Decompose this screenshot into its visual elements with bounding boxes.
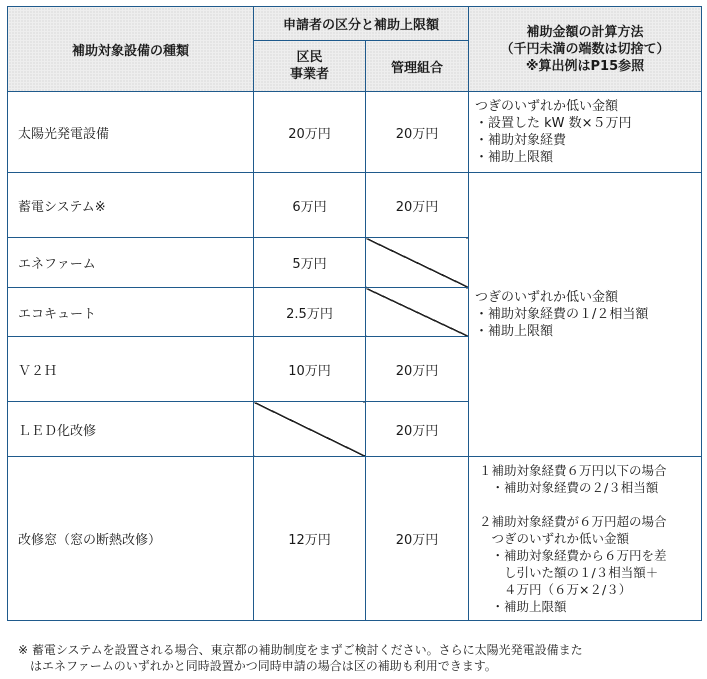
method-line: ・補助上限額 — [475, 150, 554, 165]
header-equipment-type: 補助対象設備の種類 — [8, 7, 254, 92]
method-line: ・補助対象経費の２/３相当額 — [479, 480, 659, 495]
header-calc-method-line: （千円未満の端数は切捨て） — [500, 41, 670, 57]
equipment-name: エネファーム — [8, 238, 254, 288]
table-row — [8, 92, 702, 173]
method-line: つぎのいずれか低い金額 — [475, 290, 619, 305]
header-management: 管理組合 — [366, 41, 469, 92]
method-line: ・補助対象経費の１/２相当額 — [475, 307, 649, 322]
amount-private: 2.5万円 — [254, 288, 366, 337]
equipment-name: 蓄電システム※ — [8, 173, 254, 238]
header-applicant-group: 申請者の区分と補助上限額 — [254, 7, 469, 41]
footnote-line: はエネファームのいずれかと同時設置かつ同時申請の場合は区の補助も利用できます。 — [18, 659, 497, 673]
amount-private: 5万円 — [254, 238, 366, 288]
footnote — [18, 642, 698, 674]
subsidy-table — [7, 6, 702, 621]
header-private — [254, 41, 366, 92]
method-line: ・補助上限額 — [479, 599, 567, 614]
amount-management: 20万円 — [366, 173, 469, 238]
amount-management: 20万円 — [366, 337, 469, 402]
equipment-name: Ｖ２Ｈ — [8, 337, 254, 402]
table-row — [8, 173, 702, 238]
header-private-line: 事業者 — [289, 67, 329, 82]
amount-management: 20万円 — [366, 457, 469, 621]
method-line: ４万円（６万×２/３） — [479, 582, 632, 597]
method-line: ・補助対象経費 — [475, 133, 567, 148]
method-line: つぎのいずれか低い金額 — [479, 531, 630, 546]
calc-method-solar — [469, 92, 702, 173]
amount-private: 20万円 — [254, 92, 366, 173]
header-calc-method-line: 補助金額の計算方法 — [526, 24, 644, 40]
calc-method-window — [469, 457, 702, 621]
not-applicable-cell — [366, 288, 469, 337]
equipment-name: ＬＥＤ化改修 — [8, 402, 254, 457]
amount-private: 12万円 — [254, 457, 366, 621]
equipment-name: 改修窓（窓の断熱改修） — [8, 457, 254, 621]
method-line: し引いた額の１/３相当額＋ — [479, 565, 659, 580]
table-row — [8, 457, 702, 621]
method-line: つぎのいずれか低い金額 — [475, 99, 619, 114]
header-calc-method-line: ※算出例はP15参照 — [525, 58, 645, 74]
header-private-line: 区民 — [296, 50, 323, 65]
method-line: ・補助対象経費から６万円を差 — [479, 548, 667, 563]
method-line: ・設置した kW 数×５万円 — [475, 116, 632, 131]
header-calc-method — [469, 7, 702, 92]
calc-method-group — [469, 173, 702, 457]
equipment-name: 太陽光発電設備 — [8, 92, 254, 173]
method-line: ２補助対象経費が６万円超の場合 — [479, 514, 667, 529]
method-line — [479, 496, 701, 513]
amount-private: 6万円 — [254, 173, 366, 238]
not-applicable-cell — [366, 238, 469, 288]
not-applicable-cell — [254, 402, 366, 457]
amount-management: 20万円 — [366, 92, 469, 173]
equipment-name: エコキュート — [8, 288, 254, 337]
amount-private: 10万円 — [254, 337, 366, 402]
amount-management: 20万円 — [366, 402, 469, 457]
method-line: １補助対象経費６万円以下の場合 — [479, 463, 667, 478]
footnote-line: ※ 蓄電システムを設置される場合、東京都の補助制度をまずご検討ください。さらに太陽光発電設備また — [18, 643, 583, 657]
method-line: ・補助上限額 — [475, 324, 554, 339]
